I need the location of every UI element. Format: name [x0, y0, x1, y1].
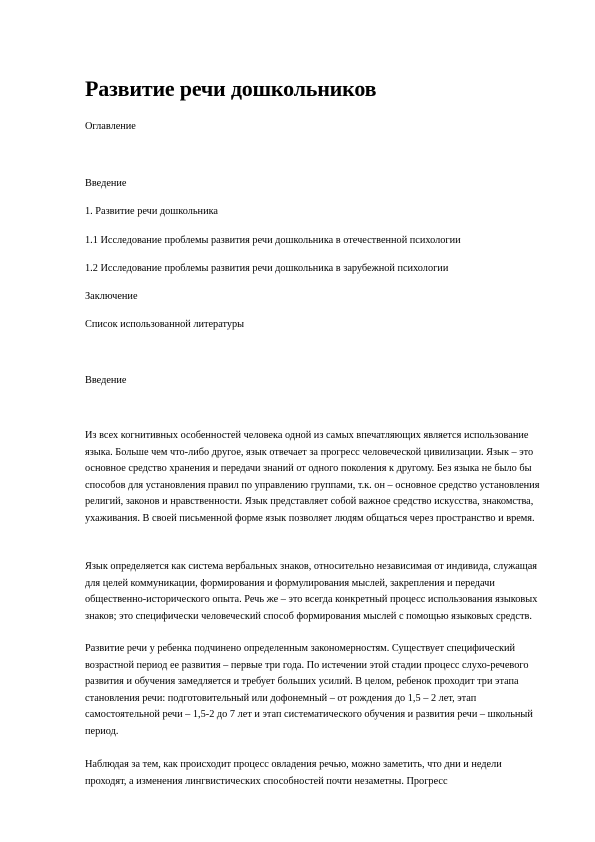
toc-item-chapter-1[interactable]: 1. Развитие речи дошкольника	[85, 206, 218, 217]
toc-item-conclusion[interactable]: Заключение	[85, 291, 138, 302]
body-paragraph: Наблюдая за тем, как происходит процесс овладения речью, можно заметить, что дни и недели проходят, а изменения лингвистических способностей почти незаметны. Прогресс	[85, 759, 502, 787]
toc-item-references[interactable]: Список использованной литературы	[85, 319, 245, 330]
section-heading-introduction: Введение	[85, 375, 127, 386]
toc-item-section-1-2[interactable]: 1.2 Исследование проблемы развития речи дошкольника в зарубежной психологии	[85, 263, 449, 274]
body-paragraph: Развитие речи у ребенка подчинено определенным закономерностям. Существует специфический возрастной период ее развития – первые три года. По истечении этой стадии процесс слухо-речевого развития и обучения замедляется и требует больших усилий. В целом, ребенок проходит три этапа становления речи: подготовительный или дофонемный – от рождения до 1,5 – 2 лет, этап самостоятельной речи – 1,5-2 до 7 лет и этап систематического обучения и развития речи – школьный период.	[85, 643, 533, 737]
body-paragraph: Из всех когнитивных особенностей человека одной из самых впечатляющих является использование языка. Больше чем что-либо другое, язык отвечает за прогресс человеческой цивилизации. Язык – это основное средство хранения и передачи знаний от одного поколения к другому. Без языка не было бы способов для установления правил по управлению группами, т.к. он – основное средство установления религий, законов и нравственности. Язык представляет собой важное средство искусства, знакомства, ухаживания. В своей письменной форме язык позволяет людям общаться через пространство и время.	[85, 430, 540, 524]
toc-heading: Оглавление	[85, 121, 136, 132]
body-paragraph: Язык определяется как система вербальных знаков, относительно независимая от индивида, служащая для целей коммуникации, формирования и формулирования мыслей, закрепления и передачи общественно-исторического опыта. Речь же – это всегда конкретный процесс использования языковых знаков; это специфически человеческий способ формирования мыслей с помощью языковых средств.	[85, 561, 538, 622]
toc-item-section-1-1[interactable]: 1.1 Исследование проблемы развития речи дошкольника в отечественной психологии	[85, 235, 461, 246]
toc-item-introduction[interactable]: Введение	[85, 178, 127, 189]
document-title: Развитие речи дошкольников	[85, 76, 377, 101]
